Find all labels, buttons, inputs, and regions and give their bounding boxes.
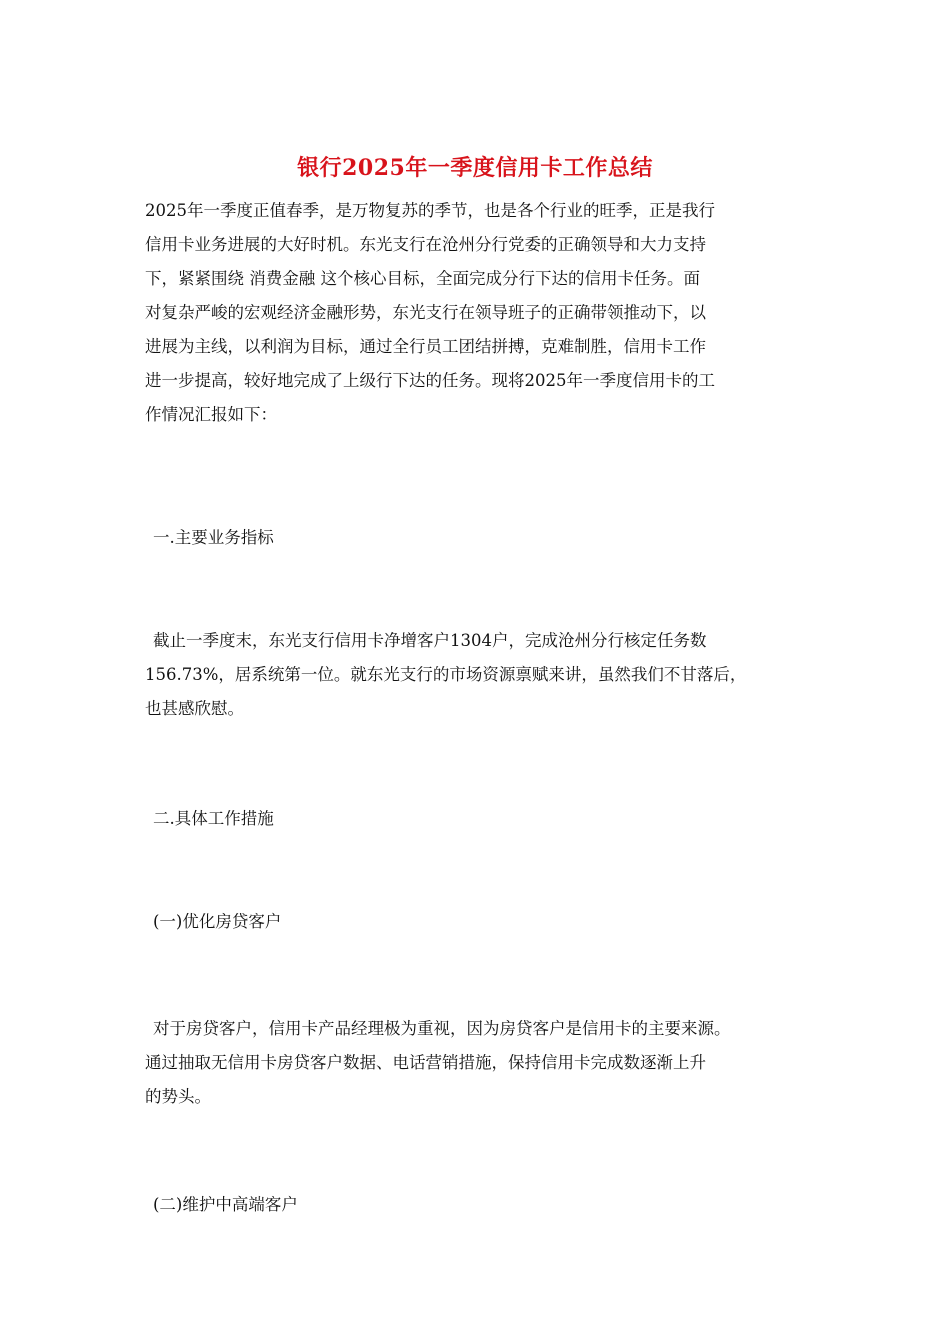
main-indicators-paragraph [145, 624, 805, 726]
intro-line: 对复杂严峻的宏观经济金融形势，东光支行在领导班子的正确带领推动下，以 [145, 303, 706, 322]
paragraph-line: 对于房贷客户，信用卡产品经理极为重视，因为房贷客户是信用卡的主要来源。 [153, 1019, 731, 1038]
subheading-mortgage-clients [145, 905, 813, 939]
intro-line: 下，紧紧围绕 消费金融 这个核心目标，全面完成分行下达的信用卡任务。面 [145, 269, 700, 288]
mortgage-clients-paragraph [145, 1012, 805, 1114]
intro-line: 进展为主线，以利润为目标，通过全行员工团结拼搏，克难制胜，信用卡工作 [145, 337, 706, 356]
paragraph-line: 也甚感欣慰。 [145, 699, 244, 718]
intro-line: 作情况汇报如下： [145, 405, 277, 424]
section-heading-main-indicators [145, 521, 813, 555]
paragraph-line: 截止一季度末，东光支行信用卡净增客户1304户，完成沧州分行核定任务数 [153, 631, 707, 650]
section-heading: 一.主要业务指标 [153, 528, 274, 547]
subsection-heading: (一)优化房贷客户 [153, 912, 282, 931]
intro-line: 信用卡业务进展的大好时机。东光支行在沧州分行党委的正确领导和大力支持 [145, 235, 706, 254]
paragraph-line: 通过抽取无信用卡房贷客户数据、电话营销措施，保持信用卡完成数逐渐上升 [145, 1053, 706, 1072]
intro-line: 进一步提高，较好地完成了上级行下达的任务。现将2025年一季度信用卡的工 [145, 371, 715, 390]
intro-line: 2025年一季度正值春季，是万物复苏的季节，也是各个行业的旺季，正是我行 [145, 201, 715, 220]
section-heading-work-measures [145, 802, 813, 836]
subsection-heading: (二)维护中高端客户 [153, 1195, 298, 1214]
intro-paragraph [145, 194, 805, 432]
section-heading: 二.具体工作措施 [153, 809, 274, 828]
subheading-high-end-clients [145, 1188, 813, 1222]
paragraph-line: 156.73%，居系统第一位。就东光支行的市场资源禀赋来讲，虽然我们不甘落后， [145, 665, 747, 684]
document-title: 银行2025年一季度信用卡工作总结 [297, 155, 653, 181]
paragraph-line: 的势头。 [145, 1087, 211, 1106]
